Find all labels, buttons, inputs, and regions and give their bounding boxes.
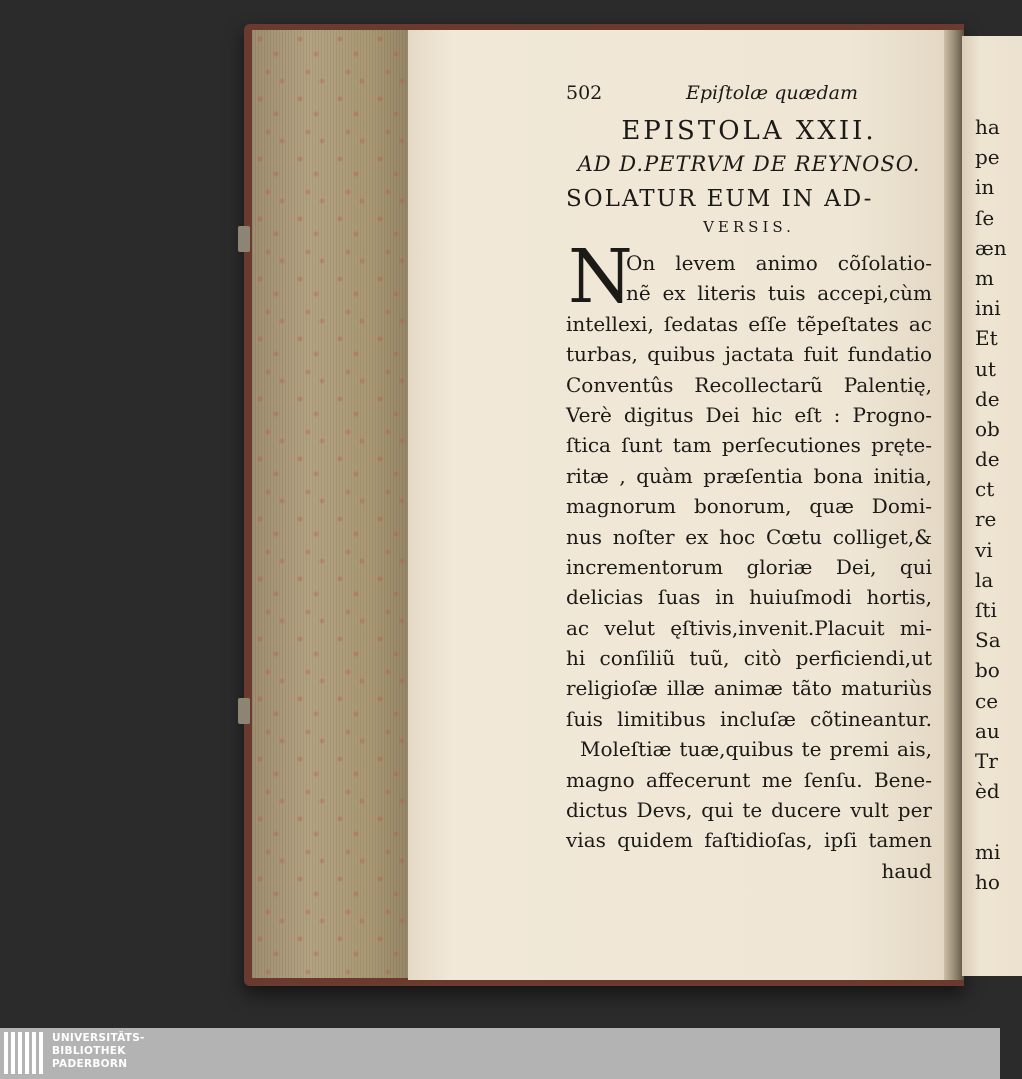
text-line: nus noſter ex hoc Cœtu colliget,& [566, 524, 932, 549]
facing-page-fragment: vi [975, 537, 993, 562]
text-line: magno affecerunt me ſenſu. Bene- [566, 767, 932, 792]
facing-page-fragment: de [975, 386, 1000, 411]
clasp-lower [238, 698, 250, 724]
facing-page-fragment: èd [975, 779, 1000, 804]
facing-page-fragment: Et [975, 326, 998, 351]
page-number: 502 [566, 82, 603, 104]
epistle-number: EPISTOLA XXII. [621, 116, 877, 146]
letter-body [566, 234, 932, 886]
text-line: ac velut ęſtivis,invenit.Placuit mi- [566, 615, 932, 640]
facing-page-fragment: pe [975, 145, 1000, 170]
book-gutter [944, 30, 964, 980]
text-line: ſuis limitibus incluſæ cõtineantur. [566, 706, 932, 731]
facing-page-fragment: ho [975, 869, 1000, 894]
library-name: UNIVERSITÄTS- BIBLIOTHEK PADERBORN [52, 1032, 145, 1070]
facing-page-fragment: la [975, 567, 994, 592]
clasp-upper [238, 226, 250, 252]
page-fore-edge [252, 30, 420, 978]
page-text [566, 82, 932, 886]
facing-page-fragment: bo [975, 658, 1000, 683]
text-line: delicias ſuas in huiuſmodi hortis, [566, 585, 932, 610]
text-line: ritæ , quàm præſentia bona initia, [566, 463, 932, 488]
text-line: Conventûs Recollectarũ Palentię, [566, 372, 932, 397]
drop-cap-initial: N [568, 234, 633, 320]
facing-page-fragment: ini [975, 296, 1001, 321]
facing-page-fragment: ut [975, 356, 996, 381]
facing-page-fragment: mi [975, 839, 1001, 864]
facing-page-fragment: re [975, 507, 997, 532]
text-line: intellexi, ſedatas eſſe tẽpeſtates ac [566, 311, 932, 336]
facing-page-fragment: Sa [975, 628, 1001, 653]
facing-page-fragment: in [975, 175, 995, 200]
facing-page-fragment: ſti [975, 598, 997, 622]
facing-page-text [975, 112, 1015, 897]
text-line: dictus Devs, qui te ducere vult per [566, 798, 932, 823]
facing-page-fragment [975, 806, 1015, 836]
facing-page-fragment: ce [975, 688, 999, 713]
facing-page-fragment: ct [975, 477, 995, 502]
facing-page-fragment: au [975, 718, 1000, 743]
text-line: hi conſiliũ tuũ, citò perficiendi,ut [566, 646, 932, 671]
text-line: Moleſtiæ tuæ,quibus te premi ais, [580, 737, 932, 762]
facing-page-fragment: ob [975, 416, 1000, 441]
epistle-subject-line-2: VERSIS. [703, 218, 795, 236]
text-line: religioſæ illæ animæ tãto maturiùs [566, 676, 932, 701]
text-line: magnorum bonorum, quæ Domi- [566, 494, 932, 519]
epistle-subject-line-1: SOLATUR EUM IN AD- [566, 186, 874, 212]
facing-page-fragment: æn [975, 235, 1007, 260]
text-line: ſtica ſunt tam perſecutiones pręte- [566, 433, 932, 458]
epistle-addressee: AD D.PETRVM DE REYNOSO. [577, 152, 921, 176]
text-line: Verè digitus Dei hic eſt : Progno- [566, 402, 932, 427]
facing-page-fragment: ſe [975, 205, 995, 230]
facing-page-fragment: ha [975, 115, 1000, 139]
text-line: incrementorum gloriæ Dei, qui [566, 554, 932, 579]
facing-page-fragment: m [975, 265, 994, 290]
facing-page-fragment: Tr [975, 748, 998, 773]
running-head-title: Epiſtolæ quædam [686, 82, 858, 104]
catchword: haud [881, 858, 932, 883]
running-head [566, 82, 932, 112]
text-line: turbas, quibus jactata fuit fundatio [566, 342, 932, 367]
facing-page-fragment: de [975, 447, 1000, 472]
library-footer [0, 1028, 1000, 1079]
text-line: vias quidem faſtidioſas, ipſi tamen [566, 828, 932, 853]
text-line: nẽ ex literis tuis accepi,cùm [626, 281, 932, 306]
text-line: On levem animo cõſolatio- [626, 251, 932, 275]
library-logo-icon [4, 1032, 46, 1074]
